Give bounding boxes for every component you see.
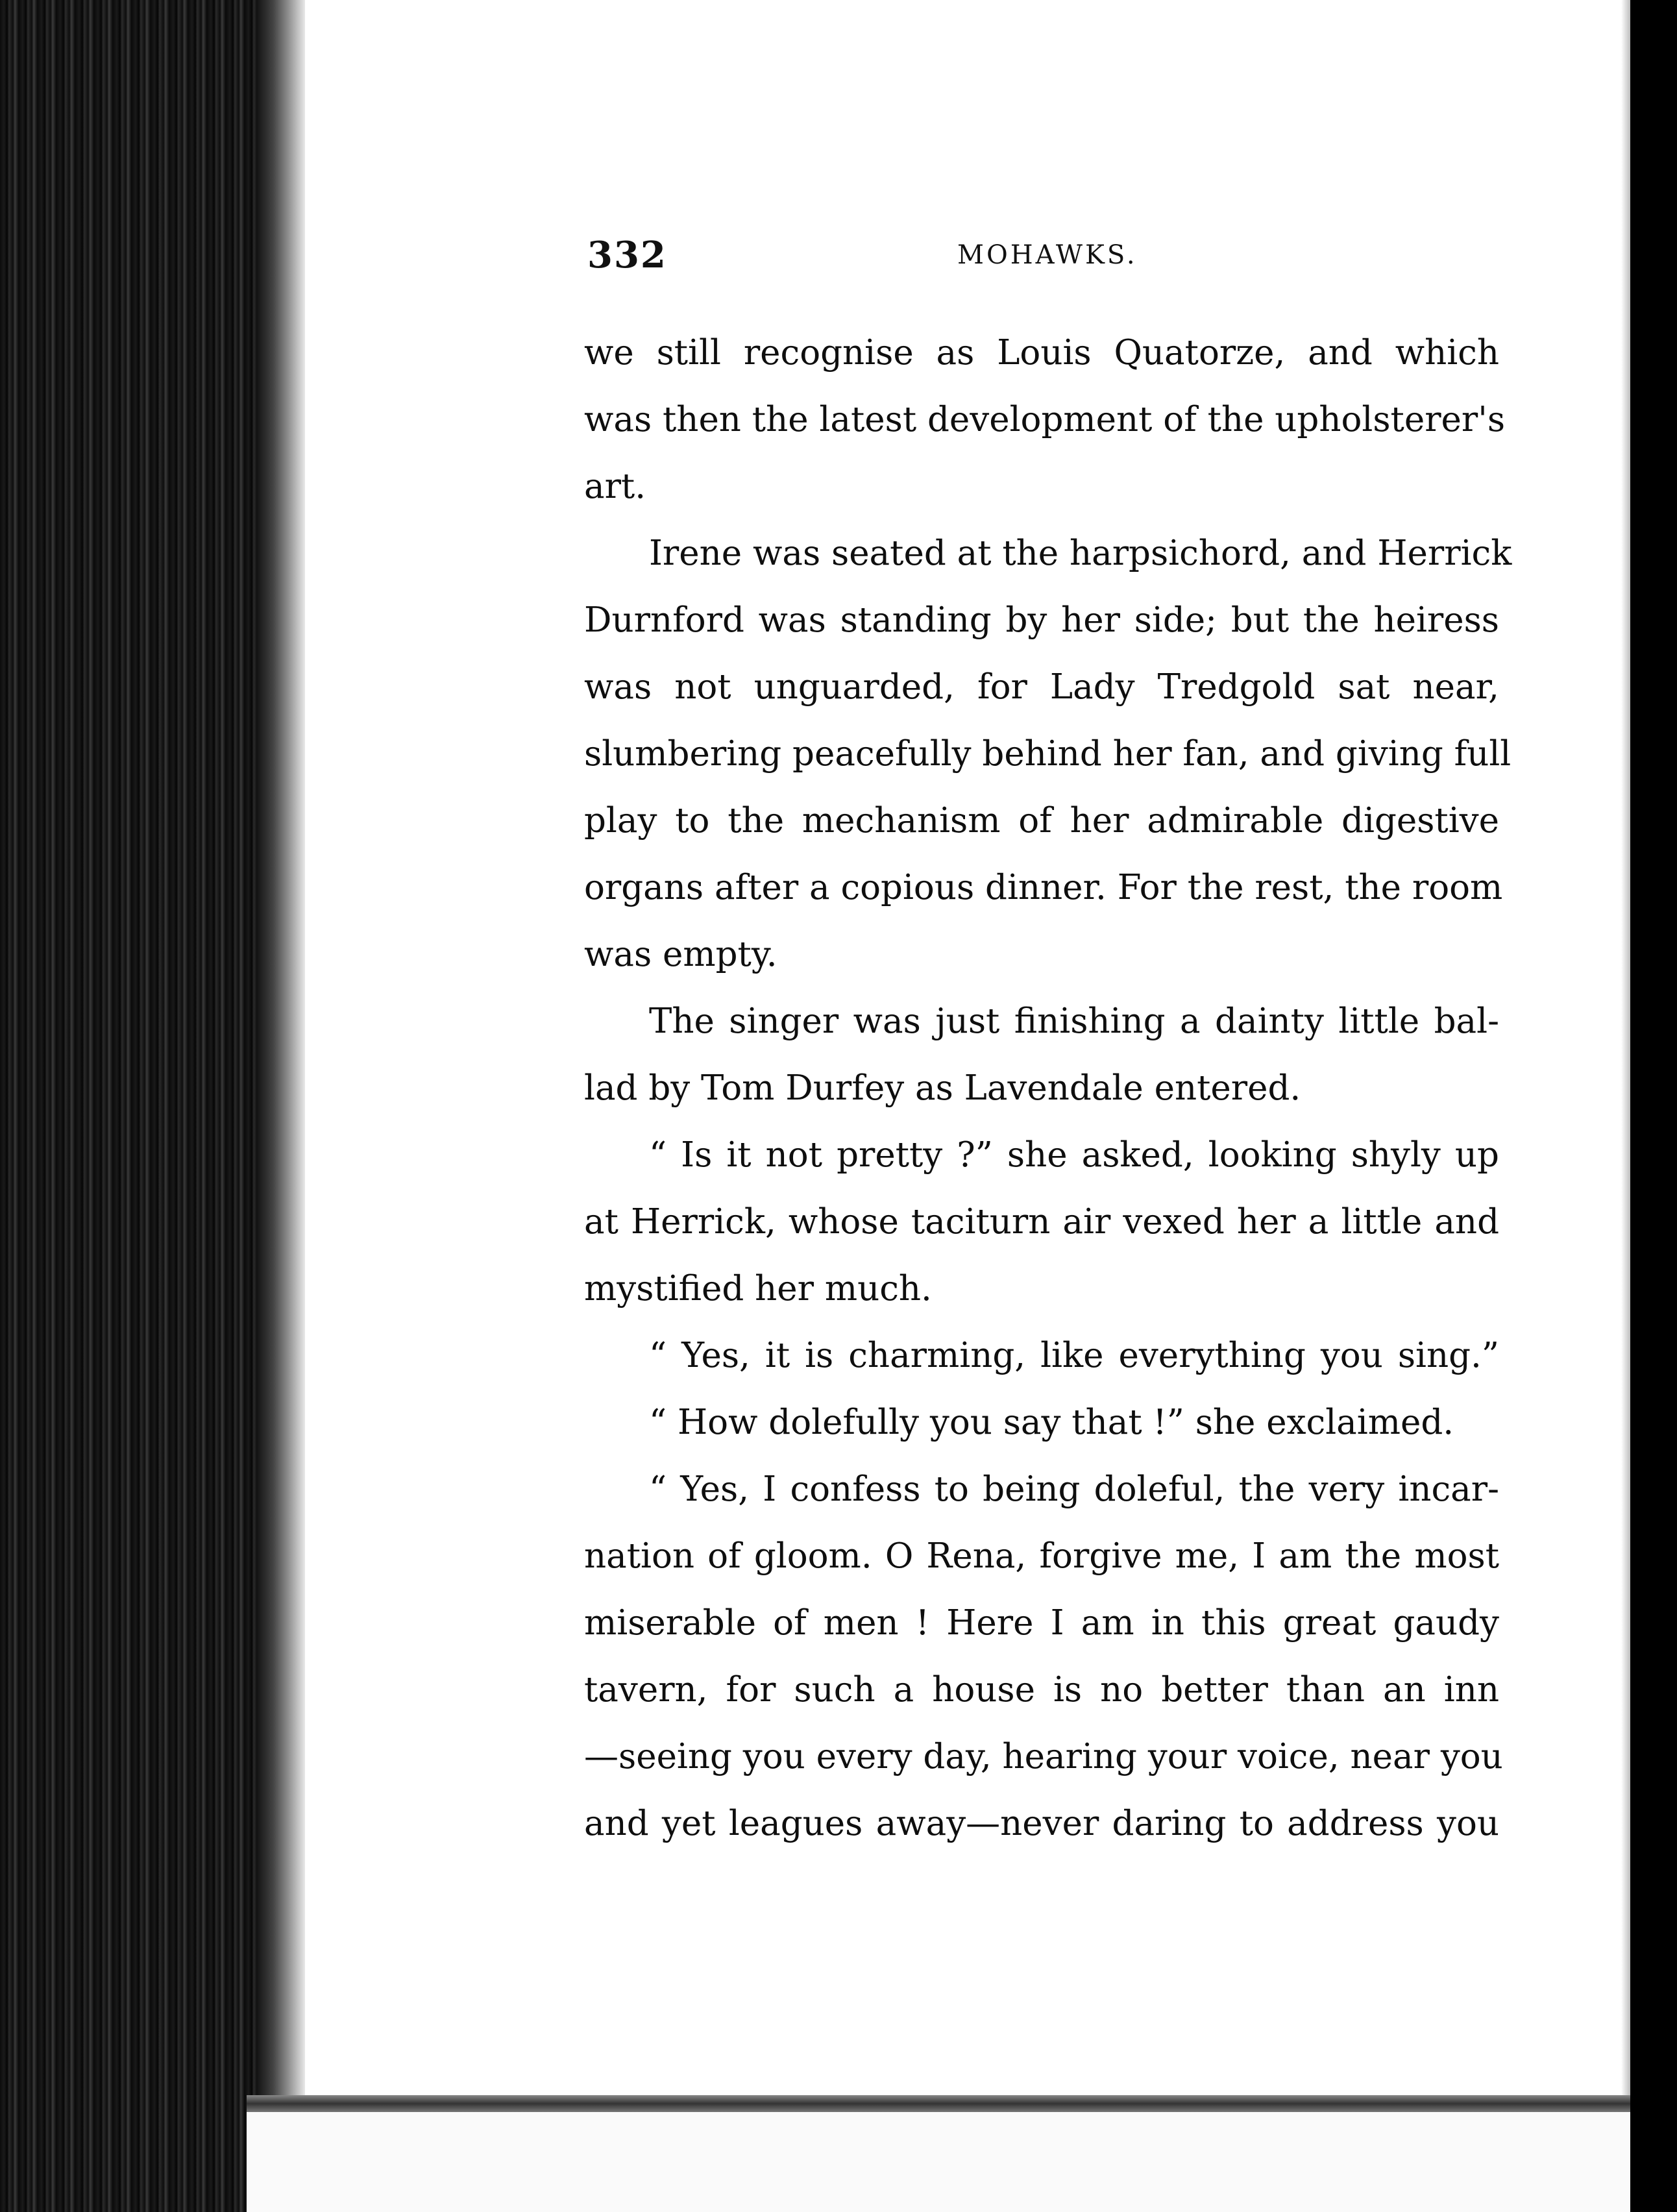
text-line: Durnford was standing by her side; but the heiress xyxy=(584,600,1499,640)
body-text xyxy=(584,319,1512,1857)
text-line: “ Yes, it is charming, like everything you sing.” xyxy=(649,1336,1499,1375)
text-line: was empty. xyxy=(584,935,777,974)
scan-border-right xyxy=(1630,0,1677,2212)
text-line: —seeing you every day, hearing your voice, near you xyxy=(584,1737,1503,1776)
scan-bottom-margin xyxy=(247,2112,1630,2212)
text-line: at Herrick, whose taciturn air vexed her a little and xyxy=(584,1202,1499,1242)
running-title: MOHAWKS. xyxy=(957,240,1138,270)
text-line: mystified her much. xyxy=(584,1269,932,1309)
page-bottom-edge xyxy=(247,2095,1630,2112)
gutter-shadow xyxy=(256,0,305,2212)
text-line: we still recognise as Louis Quatorze, and which xyxy=(584,333,1499,373)
text-line: miserable of men ! Here I am in this great gaudy xyxy=(584,1603,1499,1643)
text-line: was not unguarded, for Lady Tredgold sat near, xyxy=(584,667,1499,707)
text-line: tavern, for such a house is no better than an inn xyxy=(584,1670,1499,1710)
text-line: nation of gloom. O Rena, forgive me, I am the most xyxy=(584,1536,1499,1576)
text-line: “ How dolefully you say that !” she exclaimed. xyxy=(649,1403,1454,1442)
text-line: play to the mechanism of her admirable digestive xyxy=(584,801,1499,841)
text-line: organs after a copious dinner. For the rest, the room xyxy=(584,868,1503,907)
text-line: art. xyxy=(584,467,646,506)
page-number: 332 xyxy=(587,234,667,276)
text-line: Irene was seated at the harpsichord, and Herrick xyxy=(649,534,1512,573)
text-line: slumbering peacefully behind her fan, and giving full xyxy=(584,734,1512,774)
text-line: lad by Tom Durfey as Lavendale entered. xyxy=(584,1068,1301,1108)
text-line: “ Is it not pretty ?” she asked, looking shyly up xyxy=(649,1135,1499,1175)
text-line: “ Yes, I confess to being doleful, the very incar- xyxy=(649,1469,1499,1509)
running-head xyxy=(587,234,1509,292)
text-line: The singer was just finishing a dainty little bal- xyxy=(649,1002,1499,1041)
text-line: and yet leagues away—never daring to address you xyxy=(584,1804,1499,1843)
page-edge-highlight xyxy=(1621,0,1630,2212)
book-gutter xyxy=(0,0,299,2212)
text-line: was then the latest development of the upholsterer's xyxy=(584,400,1506,439)
